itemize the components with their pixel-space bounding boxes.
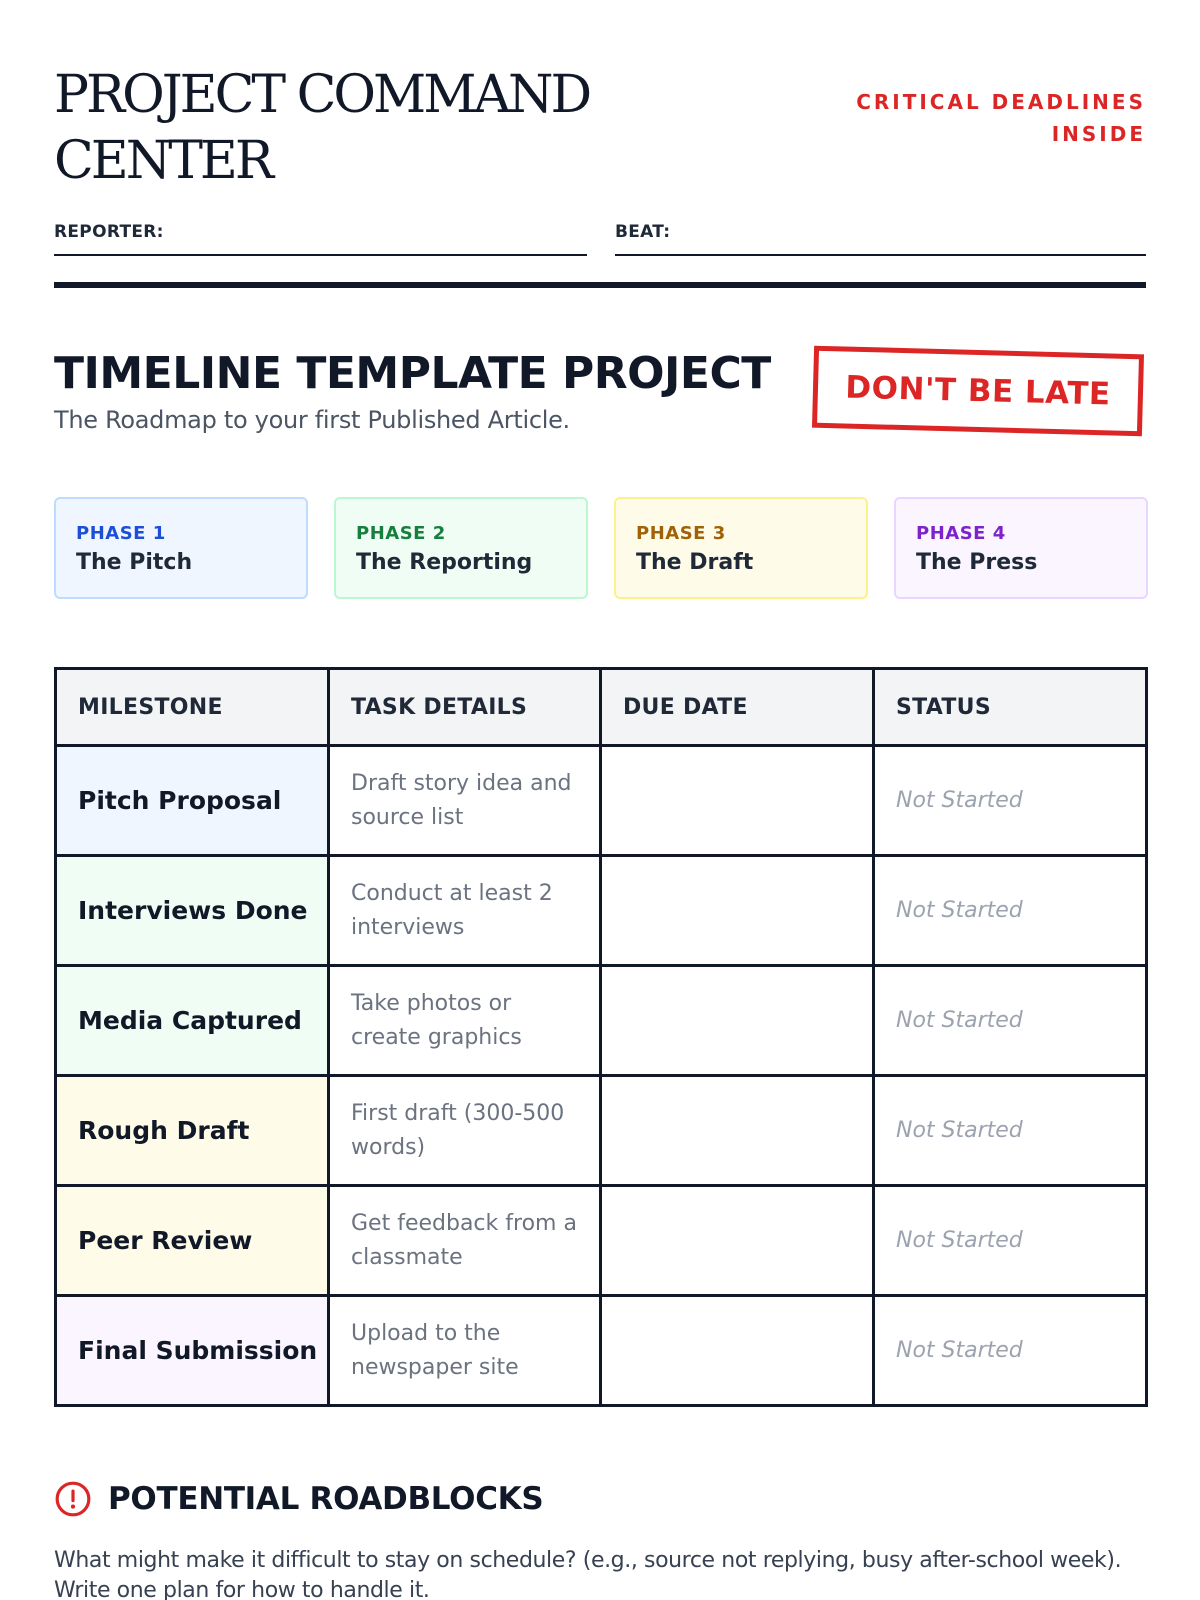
masthead-title: PROJECT COMMAND CENTER — [54, 65, 590, 191]
task-details-cell: Get feedback from a classmate — [329, 1186, 601, 1296]
column-header-task-details: TASK DETAILS — [329, 669, 601, 746]
phase-number: PHASE 4 — [916, 523, 1006, 544]
project-heading — [54, 346, 814, 436]
table-row — [56, 1076, 1147, 1186]
table-row — [56, 856, 1147, 966]
milestone-cell: Final Submission — [56, 1296, 329, 1406]
critical-deadlines-banner: CRITICAL DEADLINES INSIDE — [856, 90, 1146, 146]
due-date-cell[interactable] — [600, 1296, 873, 1406]
project-subtitle: The Roadmap to your first Published Article. — [54, 406, 570, 434]
phase-cards — [54, 497, 1146, 599]
task-details-cell: Upload to the newspaper site — [329, 1296, 601, 1406]
column-header-milestone: MILESTONE — [56, 669, 329, 746]
table-row — [56, 966, 1147, 1076]
due-date-cell[interactable] — [600, 1076, 873, 1186]
beat-label: BEAT: — [615, 222, 671, 242]
milestone-cell: Interviews Done — [56, 856, 329, 966]
phase-name: The Press — [916, 550, 1038, 575]
phase-card-press — [894, 497, 1148, 599]
task-details-cell: First draft (300-500 words) — [329, 1076, 601, 1186]
roadblocks-prompt: What might make it difficult to stay on schedule? (e.g., source not replying, busy after-school week). Write one plan for how to handle it. — [54, 1548, 1122, 1600]
status-cell[interactable]: Not Started — [873, 1076, 1146, 1186]
dont-be-late-stamp — [812, 346, 1144, 437]
phase-name: The Pitch — [76, 550, 193, 575]
task-details-cell: Conduct at least 2 interviews — [329, 856, 601, 966]
phase-number: PHASE 2 — [356, 523, 446, 544]
milestone-cell: Rough Draft — [56, 1076, 329, 1186]
status-cell[interactable]: Not Started — [873, 966, 1146, 1076]
table-row — [56, 1296, 1147, 1406]
milestone-cell: Pitch Proposal — [56, 746, 329, 856]
status-cell[interactable]: Not Started — [873, 856, 1146, 966]
milestone-cell: Media Captured — [56, 966, 329, 1076]
beat-field[interactable] — [615, 222, 1146, 256]
masthead — [54, 56, 1146, 196]
reporter-label: REPORTER: — [54, 222, 164, 242]
milestone-cell: Peer Review — [56, 1186, 329, 1296]
phase-name: The Reporting — [356, 550, 533, 575]
stamp-text: DON'T BE LATE — [844, 369, 1112, 413]
roadblocks-title: POTENTIAL ROADBLOCKS — [108, 1481, 544, 1517]
column-header-due-date: DUE DATE — [600, 669, 873, 746]
milestone-table — [54, 667, 1148, 1407]
phase-name: The Draft — [636, 550, 754, 575]
worksheet-page — [54, 0, 1146, 1600]
table-row — [56, 746, 1147, 856]
project-title: TIMELINE TEMPLATE PROJECT — [54, 348, 771, 399]
due-date-cell[interactable] — [600, 966, 873, 1076]
task-details-cell: Draft story idea and source list — [329, 746, 601, 856]
due-date-cell[interactable] — [600, 746, 873, 856]
due-date-cell[interactable] — [600, 1186, 873, 1296]
task-details-cell: Take photos or create graphics — [329, 966, 601, 1076]
column-header-status: STATUS — [873, 669, 1146, 746]
table-header-row — [56, 669, 1147, 746]
phase-card-reporting — [334, 497, 588, 599]
phase-number: PHASE 3 — [636, 523, 726, 544]
student-info-fields — [54, 222, 1146, 256]
status-cell[interactable]: Not Started — [873, 746, 1146, 856]
phase-card-pitch — [54, 497, 308, 599]
due-date-cell[interactable] — [600, 856, 873, 966]
header-divider — [54, 282, 1146, 288]
roadblocks-heading — [54, 1478, 1146, 1520]
status-cell[interactable]: Not Started — [873, 1296, 1146, 1406]
status-cell[interactable]: Not Started — [873, 1186, 1146, 1296]
reporter-field[interactable] — [54, 222, 587, 256]
table-row — [56, 1186, 1147, 1296]
phase-number: PHASE 1 — [76, 523, 166, 544]
phase-card-draft — [614, 497, 868, 599]
alert-circle-icon — [54, 1480, 92, 1518]
